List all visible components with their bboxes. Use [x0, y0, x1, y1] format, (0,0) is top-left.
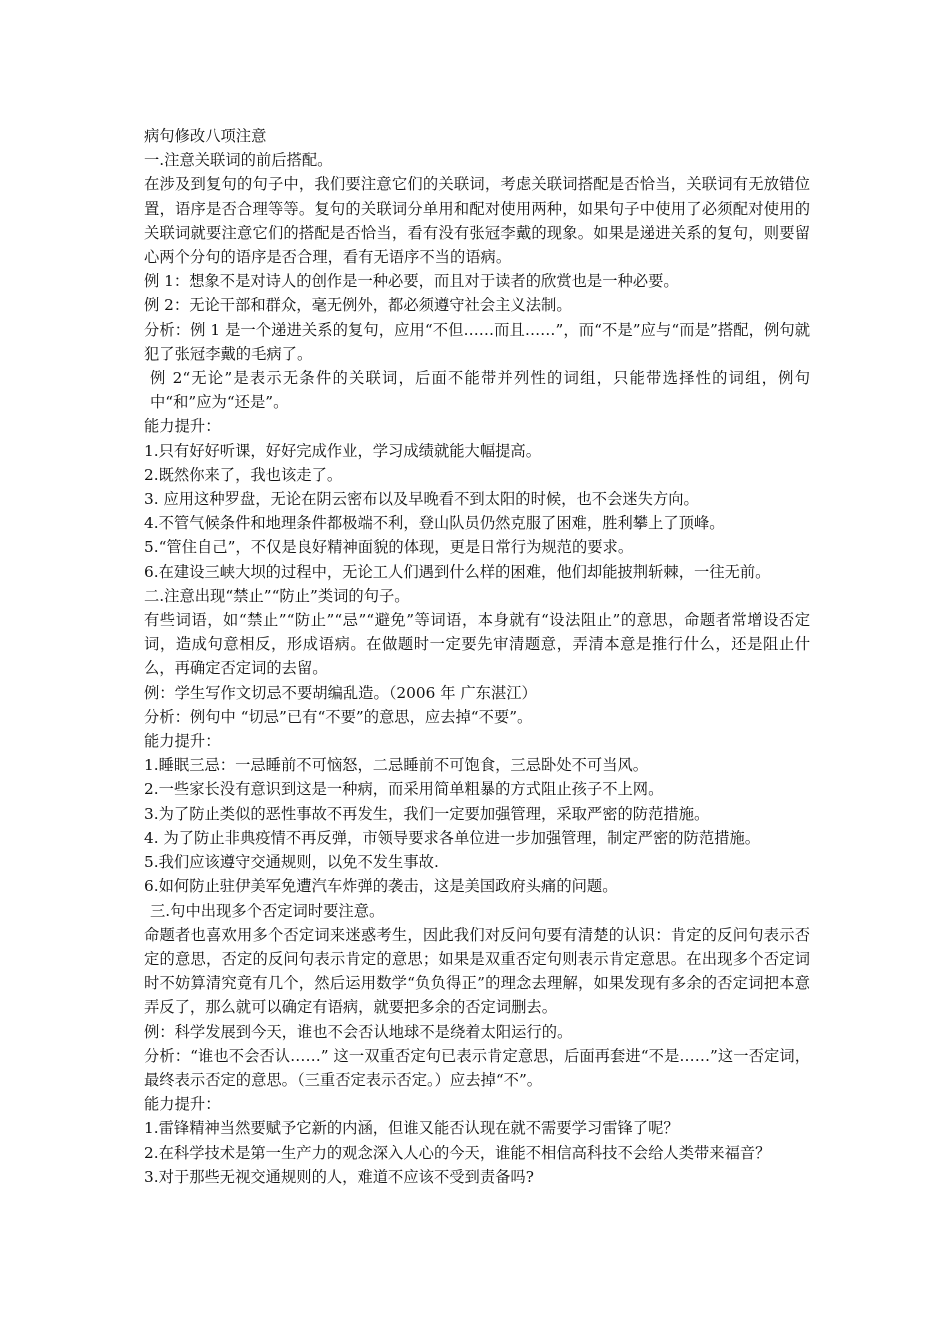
example-line: 例 1：想象不是对诗人的创作是一种必要，而且对于读者的欣赏也是一种必要。 — [144, 272, 679, 291]
document-page — [144, 124, 810, 1189]
practice-item: 3.对于那些无视交通规则的人，难道不应该不受到责备吗? — [144, 1167, 534, 1186]
section-heading-1: 一.注意关联词的前后搭配。 — [144, 151, 333, 170]
example-line: 例 2：无论干部和群众，毫无例外，都必须遵守社会主义法制。 — [144, 296, 572, 315]
analysis-paragraph: 分析：“谁也不会否认……” 这一双重否定句已表示肯定意思，后面再套进“不是……”这一否定词，最终表示否定的意思。（三重否定表示否定。）应去掉“不”。 — [144, 1046, 810, 1089]
practice-item: 4. 为了防止非典疫情不再反弹，市领导要求各单位进一步加强管理，制定严密的防范措施。 — [144, 828, 761, 847]
practice-item: 2.既然你来了，我也该走了。 — [144, 465, 343, 484]
practice-item: 4.不管气候条件和地理条件都极端不利，登山队员仍然克服了困难，胜利攀上了顶峰。 — [144, 514, 725, 533]
analysis-paragraph: 分析：例句中 “切忌”已有“不要”的意思，应去掉“不要”。 — [144, 707, 533, 726]
practice-item: 3.为了防止类似的恶性事故不再发生，我们一定要加强管理，采取严密的防范措施。 — [144, 804, 710, 823]
body-paragraph: 在涉及到复句的句子中，我们要注意它们的关联词，考虑关联词搭配是否恰当，关联词有无放错位置，语序是否合理等等。复句的关联词分单用和配对使用两种，如果句子中使用了必须配对使用的关联词就要注意它们的搭配是否恰当，看有没有张冠李戴的现象。如果是递进关系的复句，则要留心两个分句的语序是否合理，看有无语序不当的语病。 — [144, 175, 810, 267]
practice-item: 6.如何防止驻伊美军免遭汽车炸弹的袭击，这是美国政府头痛的问题。 — [144, 877, 618, 896]
practice-heading: 能力提升： — [144, 1095, 221, 1114]
body-paragraph: 命题者也喜欢用多个否定词来迷惑考生，因此我们对反问句要有清楚的认识：肯定的反问句表示否定的意思，否定的反问句表示肯定的意思；如果是双重否定句则表示肯定意思。在出现多个否定词时不妨算清究竟有几个，然后运用数学“负负得正”的理念去理解，如果发现有多余的否定词把本意弄反了，那么就可以确定有语病，就要把多余的否定词删去。 — [144, 925, 810, 1017]
example-line: 例：科学发展到今天，谁也不会否认地球不是绕着太阳运行的。 — [144, 1022, 573, 1041]
practice-heading: 能力提升： — [144, 732, 221, 751]
practice-heading: 能力提升： — [144, 417, 221, 436]
practice-item: 1.只有好好听课，好好完成作业，学习成绩就能大幅提高。 — [144, 441, 542, 460]
analysis-paragraph: 例 2“无论”是表示无条件的关联词，后面不能带并列性的词组，只能带选择性的词组，例句中“和”应为“还是”。 — [150, 369, 810, 412]
example-line: 例：学生写作文切忌不要胡编乱造。（2006 年 广东湛江） — [144, 683, 537, 702]
practice-item: 5.“管住自己”，不仅是良好精神面貌的体现，更是日常行为规范的要求。 — [144, 538, 634, 557]
practice-item: 3. 应用这种罗盘，无论在阴云密布以及早晚看不到太阳的时候，也不会迷失方向。 — [144, 490, 699, 509]
body-paragraph: 有些词语，如“禁止”“防止”“忌”“避免”等词语，本身就有“设法阻止”的意思，命题者常增设否定词，造成句意相反，形成语病。在做题时一定要先审清题意，弄清本意是推行什么，还是阻止什么，再确定否定词的去留。 — [144, 611, 810, 678]
analysis-paragraph: 分析：例 1 是一个递进关系的复句，应用“不但……而且……”，而“不是”应与“而是”搭配，例句就犯了张冠李戴的毛病了。 — [144, 320, 810, 363]
practice-item: 1.睡眠三忌：一忌睡前不可恼怒，二忌睡前不可饱食，三忌卧处不可当风。 — [144, 756, 649, 775]
section-heading-3: 三.句中出现多个否定词时要注意。 — [150, 901, 385, 920]
practice-item: 6.在建设三峡大坝的过程中，无论工人们遇到什么样的困难，他们却能披荆斩棘，一往无前。 — [144, 562, 771, 581]
practice-item: 1.雷锋精神当然要赋予它新的内涵，但谁又能否认现在就不需要学习雷锋了呢？ — [144, 1119, 679, 1138]
section-heading-2: 二.注意出现“禁止”“防止”类词的句子。 — [144, 586, 410, 605]
practice-item: 5.我们应该遵守交通规则，以免不发生事故. — [144, 853, 439, 872]
practice-item: 2.一些家长没有意识到这是一种病，而采用简单粗暴的方式阻止孩子不上网。 — [144, 780, 664, 799]
practice-item: 2.在科学技术是第一生产力的观念深入人心的今天，谁能不相信高科技不会给人类带来福音？ — [144, 1143, 771, 1162]
document-title: 病句修改八项注意 — [144, 127, 267, 145]
